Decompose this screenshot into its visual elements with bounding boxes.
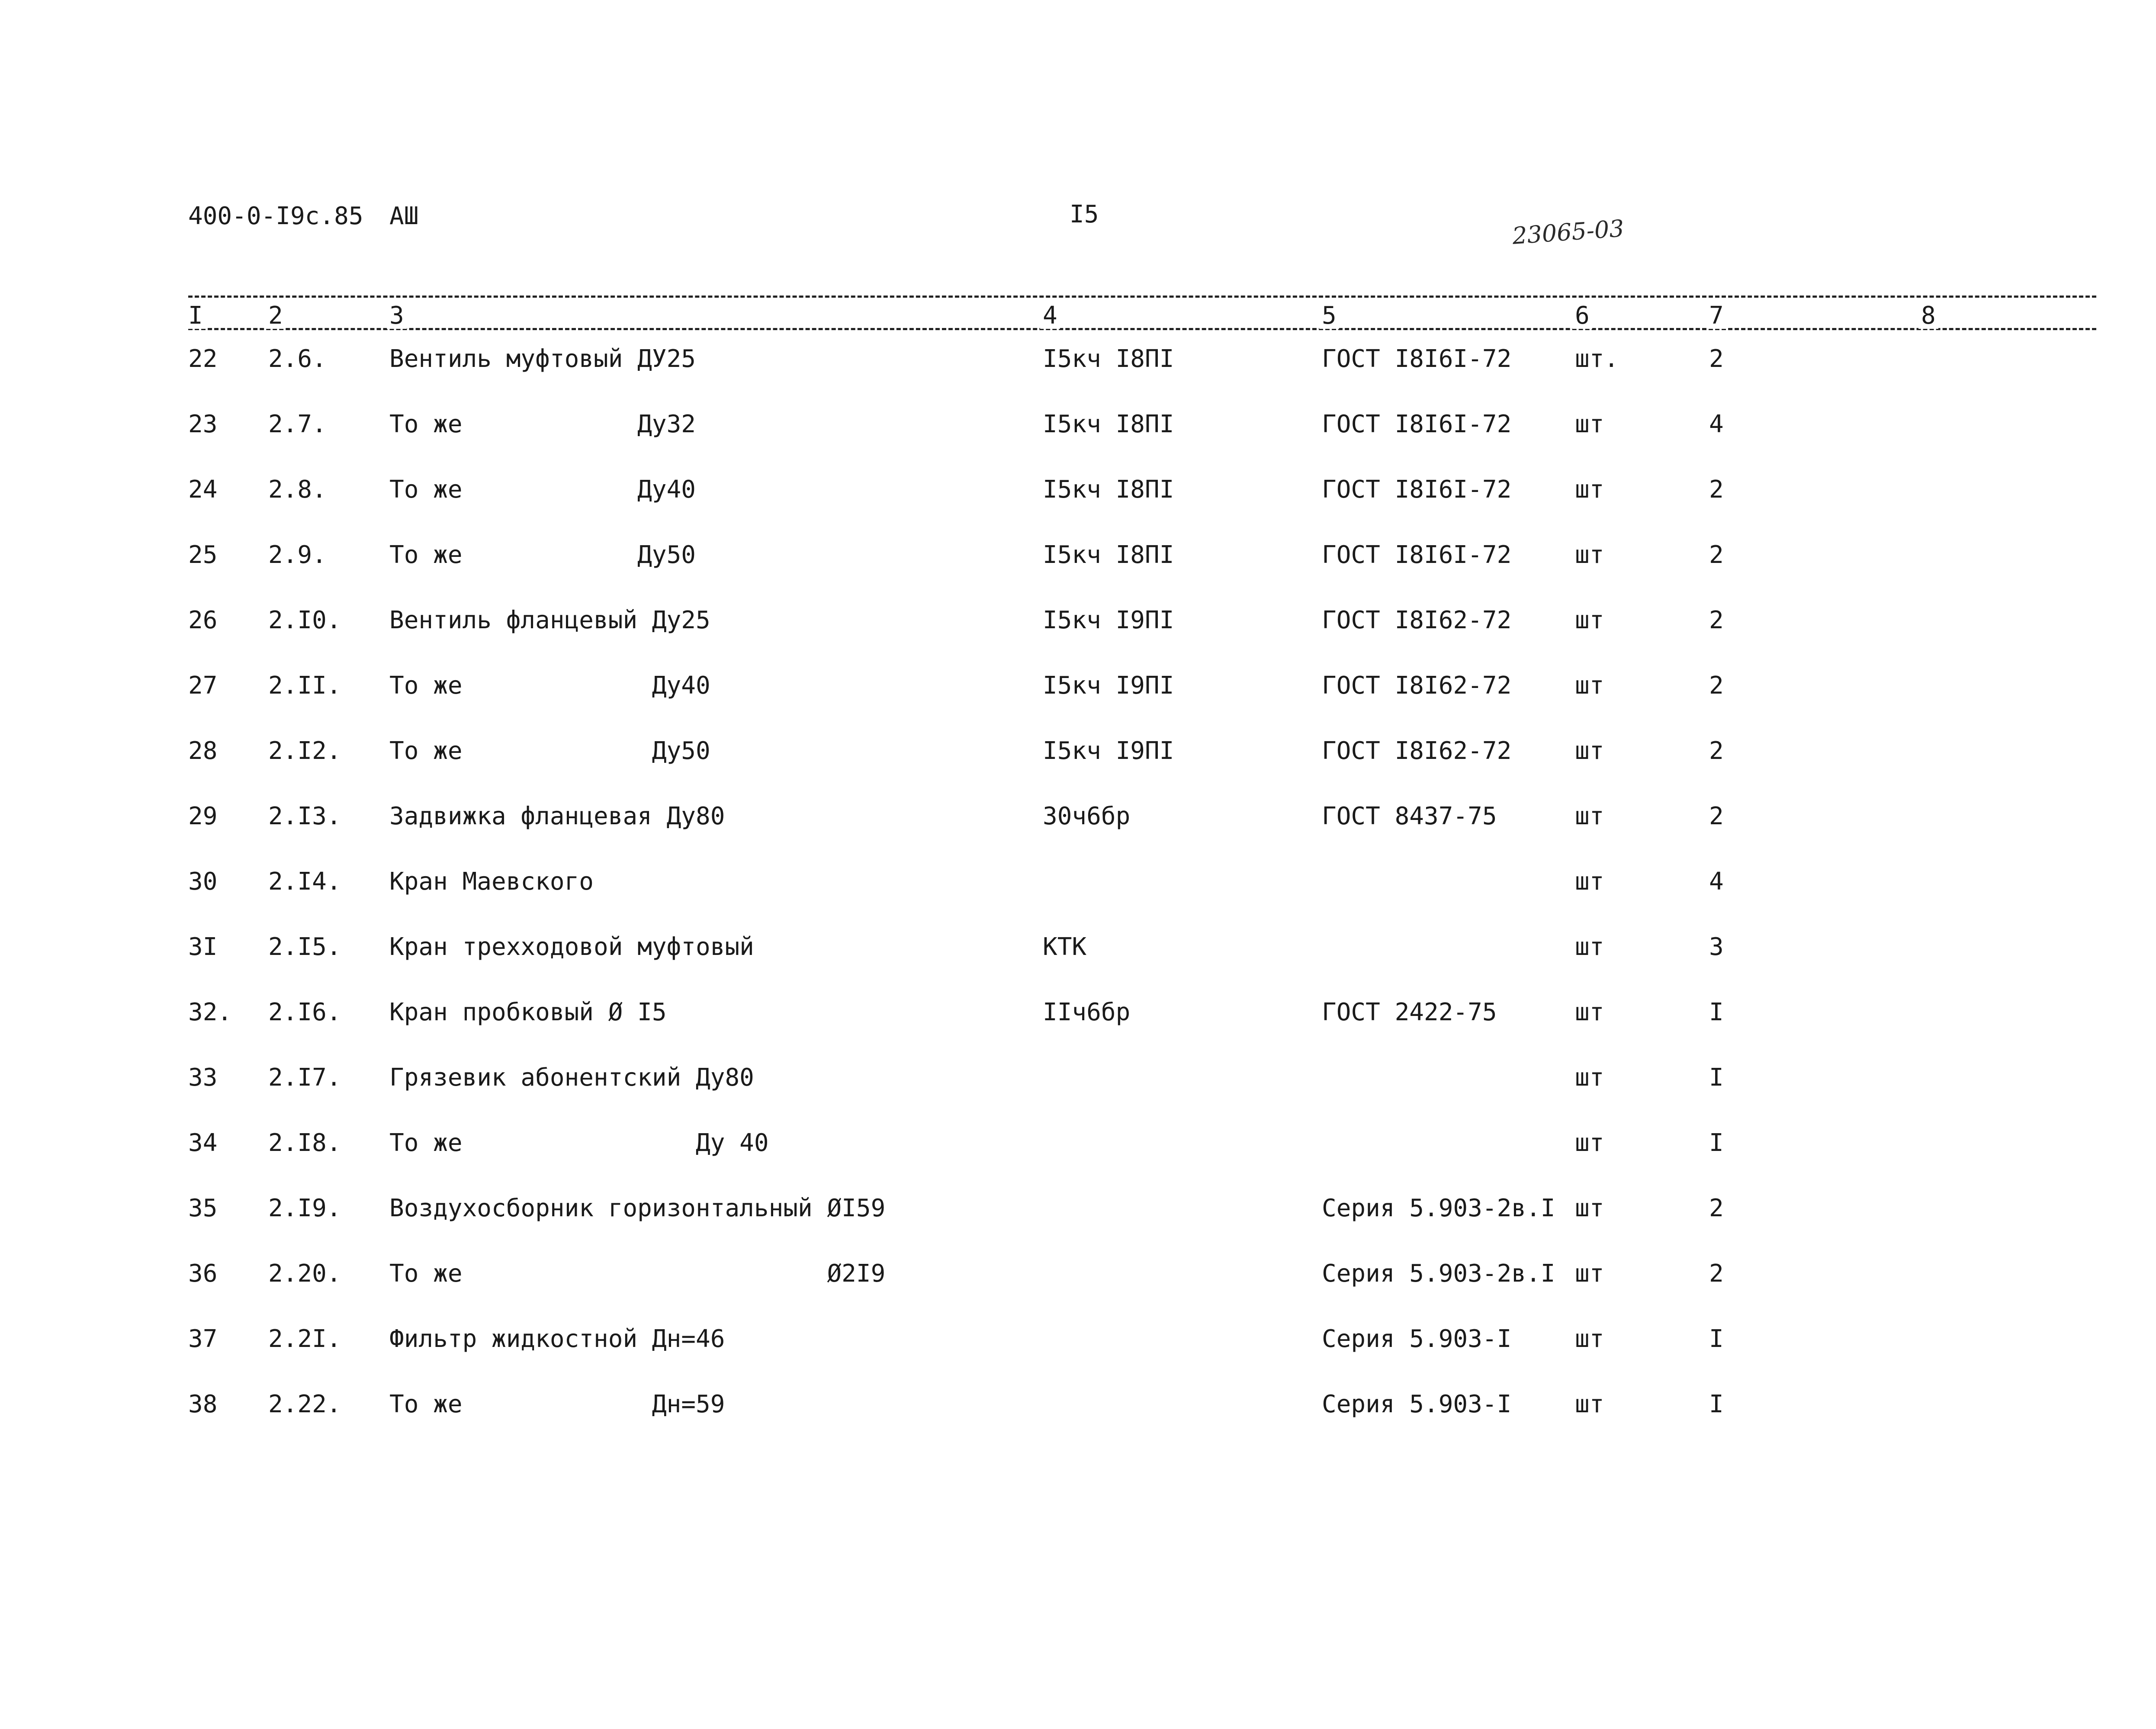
column-number: 2 xyxy=(266,303,286,329)
row-number: 29 xyxy=(188,802,218,830)
table-row xyxy=(0,671,2156,705)
standard-document: Серия 5.903-2в.I xyxy=(1322,1194,1555,1222)
item-name: Воздухосборник горизонтальный ØI59 xyxy=(389,1194,886,1222)
row-number: 33 xyxy=(188,1064,218,1092)
standard-document: Серия 5.903-2в.I xyxy=(1322,1260,1555,1288)
unit: шт xyxy=(1575,868,1604,896)
column-number: 7 xyxy=(1706,303,1726,329)
item-name: То же Ду40 xyxy=(389,476,696,504)
item-name: То же Ду50 xyxy=(389,541,696,569)
unit: шт xyxy=(1575,1194,1604,1222)
position-code: 2.22. xyxy=(268,1390,341,1418)
quantity: 2 xyxy=(1709,606,1724,634)
row-number: 30 xyxy=(188,868,218,896)
unit: шт xyxy=(1575,1129,1604,1157)
row-number: 24 xyxy=(188,476,218,504)
unit: шт xyxy=(1575,933,1604,961)
quantity: 2 xyxy=(1709,802,1724,830)
position-code: 2.20. xyxy=(268,1260,341,1288)
position-code: 2.9. xyxy=(268,541,327,569)
quantity: I xyxy=(1709,1325,1724,1353)
row-number: 25 xyxy=(188,541,218,569)
standard-document: ГОСТ I8I6I-72 xyxy=(1322,410,1512,438)
table-row xyxy=(0,540,2156,575)
item-name: Кран Маевского xyxy=(389,868,594,896)
standard-document: ГОСТ I8I62-72 xyxy=(1322,737,1512,765)
quantity: 2 xyxy=(1709,1260,1724,1288)
position-code: 2.I2. xyxy=(268,737,341,765)
row-number: 23 xyxy=(188,410,218,438)
position-code: 2.I3. xyxy=(268,802,341,830)
item-mark: I5кч I9ПI xyxy=(1043,606,1174,634)
column-number: 5 xyxy=(1319,303,1339,329)
item-name: То же Дн=59 xyxy=(389,1390,725,1418)
standard-document: ГОСТ I8I62-72 xyxy=(1322,672,1512,700)
quantity: 2 xyxy=(1709,476,1724,504)
quantity: 4 xyxy=(1709,868,1724,896)
table-row xyxy=(0,1063,2156,1097)
unit: шт xyxy=(1575,606,1604,634)
column-number: 8 xyxy=(1918,303,1938,329)
item-mark: I5кч I8ПI xyxy=(1043,410,1174,438)
quantity: I xyxy=(1709,1129,1724,1157)
position-code: 2.II. xyxy=(268,672,341,700)
column-number: 3 xyxy=(387,303,407,329)
standard-document: ГОСТ I8I62-72 xyxy=(1322,606,1512,634)
row-number: 38 xyxy=(188,1390,218,1418)
row-number: 28 xyxy=(188,737,218,765)
position-code: 2.I9. xyxy=(268,1194,341,1222)
item-mark: I5кч I8ПI xyxy=(1043,541,1174,569)
unit: шт xyxy=(1575,541,1604,569)
table-row xyxy=(0,1324,2156,1359)
unit: шт xyxy=(1575,672,1604,700)
position-code: 2.I4. xyxy=(268,868,341,896)
item-name: То же Ду 40 xyxy=(389,1129,769,1157)
standard-document: ГОСТ I8I6I-72 xyxy=(1322,476,1512,504)
quantity: I xyxy=(1709,1064,1724,1092)
item-name: Вентиль муфтовый ДУ25 xyxy=(389,345,696,373)
item-name: Кран пробковый Ø I5 xyxy=(389,998,667,1026)
unit: шт xyxy=(1575,737,1604,765)
table-row xyxy=(0,867,2156,901)
document-code: 400-0-I9c.85 xyxy=(188,202,363,230)
header-top-rule xyxy=(188,296,2096,298)
unit: шт xyxy=(1575,802,1604,830)
position-code: 2.2I. xyxy=(268,1325,341,1353)
standard-document: Серия 5.903-I xyxy=(1322,1325,1512,1353)
row-number: 26 xyxy=(188,606,218,634)
unit: шт. xyxy=(1575,345,1619,373)
quantity: 2 xyxy=(1709,541,1724,569)
table-row xyxy=(0,997,2156,1032)
position-code: 2.I0. xyxy=(268,606,341,634)
item-mark: 30ч6бр xyxy=(1043,802,1131,830)
item-mark: I5кч I8ПI xyxy=(1043,476,1174,504)
page-number: I5 xyxy=(1070,200,1099,228)
quantity: 3 xyxy=(1709,933,1724,961)
item-name: Вентиль фланцевый Ду25 xyxy=(389,606,710,634)
unit: шт xyxy=(1575,1390,1604,1418)
item-mark: I5кч I8ПI xyxy=(1043,345,1174,373)
row-number: 22 xyxy=(188,345,218,373)
column-number: I xyxy=(186,303,206,329)
position-code: 2.I5. xyxy=(268,933,341,961)
quantity: 2 xyxy=(1709,672,1724,700)
quantity: I xyxy=(1709,1390,1724,1418)
standard-document: ГОСТ I8I6I-72 xyxy=(1322,345,1512,373)
row-number: 3I xyxy=(188,933,218,961)
standard-document: ГОСТ 2422-75 xyxy=(1322,998,1497,1026)
item-mark: КТК xyxy=(1043,933,1087,961)
row-number: 36 xyxy=(188,1260,218,1288)
standard-document: ГОСТ 8437-75 xyxy=(1322,802,1497,830)
quantity: I xyxy=(1709,998,1724,1026)
table-row xyxy=(0,801,2156,836)
item-name: Задвижка фланцевая Ду80 xyxy=(389,802,725,830)
table-row xyxy=(0,344,2156,379)
item-mark: I5кч I9ПI xyxy=(1043,737,1174,765)
inventory-stamp: 23065-03 xyxy=(1511,215,1625,250)
table-row xyxy=(0,1389,2156,1424)
row-number: 37 xyxy=(188,1325,218,1353)
item-name: То же Ду50 xyxy=(389,737,710,765)
table-row xyxy=(0,409,2156,444)
standard-document: Серия 5.903-I xyxy=(1322,1390,1512,1418)
column-number: 4 xyxy=(1040,303,1060,329)
table-row xyxy=(0,1128,2156,1163)
unit: шт xyxy=(1575,998,1604,1026)
item-mark: IIч6бр xyxy=(1043,998,1131,1026)
item-name: Кран трехходовой муфтовый xyxy=(389,933,754,961)
table-row xyxy=(0,475,2156,509)
position-code: 2.6. xyxy=(268,345,327,373)
unit: шт xyxy=(1575,1260,1604,1288)
item-name: Фильтр жидкостной Дн=46 xyxy=(389,1325,725,1353)
unit: шт xyxy=(1575,476,1604,504)
item-mark: I5кч I9ПI xyxy=(1043,672,1174,700)
quantity: 4 xyxy=(1709,410,1724,438)
quantity: 2 xyxy=(1709,345,1724,373)
row-number: 27 xyxy=(188,672,218,700)
unit: шт xyxy=(1575,1064,1604,1092)
position-code: 2.I7. xyxy=(268,1064,341,1092)
item-name: То же Ду32 xyxy=(389,410,696,438)
table-row xyxy=(0,1259,2156,1293)
item-name: То же Ø2I9 xyxy=(389,1260,886,1288)
position-code: 2.I8. xyxy=(268,1129,341,1157)
quantity: 2 xyxy=(1709,1194,1724,1222)
table-row xyxy=(0,1193,2156,1228)
sheet-mark: АШ xyxy=(389,202,419,230)
column-number: 6 xyxy=(1572,303,1592,329)
table-row xyxy=(0,736,2156,771)
unit: шт xyxy=(1575,1325,1604,1353)
table-row xyxy=(0,932,2156,967)
position-code: 2.7. xyxy=(268,410,327,438)
table-row xyxy=(0,605,2156,640)
quantity: 2 xyxy=(1709,737,1724,765)
column-number-header xyxy=(0,303,2156,329)
row-number: 35 xyxy=(188,1194,218,1222)
position-code: 2.I6. xyxy=(268,998,341,1026)
row-number: 34 xyxy=(188,1129,218,1157)
standard-document: ГОСТ I8I6I-72 xyxy=(1322,541,1512,569)
position-code: 2.8. xyxy=(268,476,327,504)
unit: шт xyxy=(1575,410,1604,438)
item-name: Грязевик абонентский Ду80 xyxy=(389,1064,754,1092)
item-name: То же Ду40 xyxy=(389,672,710,700)
row-number: 32. xyxy=(188,998,232,1026)
